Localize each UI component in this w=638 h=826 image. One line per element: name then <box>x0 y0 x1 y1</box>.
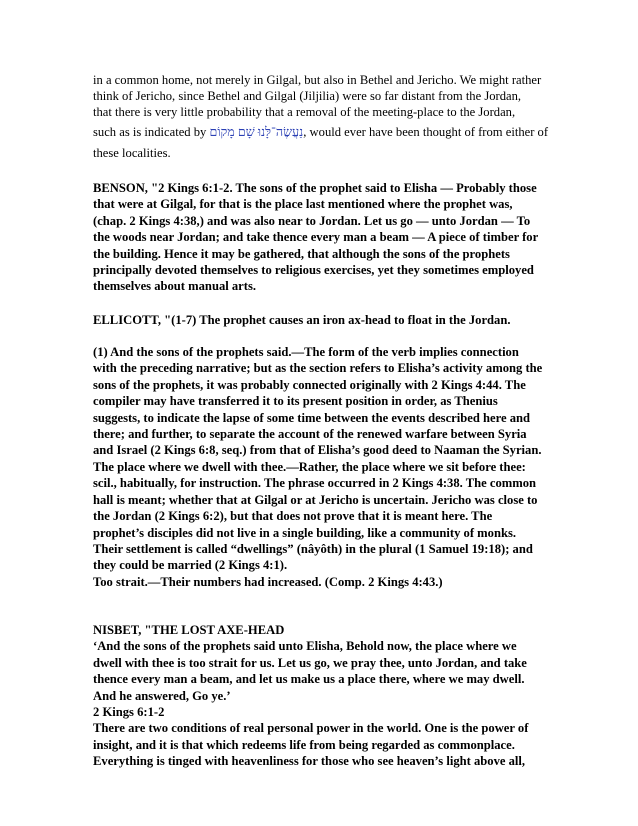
text-line: insight, and it is that which redeems life from being regarded as commonplace. <box>93 737 515 752</box>
text-line: Their settlement is called “dwellings” (nâyôth) in the plural (1 Samuel 19:18); and <box>93 542 533 557</box>
text-line: the building. Hence it may be gathered, that although the sons of the prophets <box>93 246 510 261</box>
section-heading: NISBET, "THE LOST AXE-HEAD <box>93 623 285 637</box>
benson-commentary <box>93 180 548 295</box>
hebrew-phrase: נַעֲשֶׂה־לָּנוּ שָׁם מָקוֹם <box>209 125 304 139</box>
text-line-with-hebrew <box>93 124 548 140</box>
text-line: thence every man a beam, and let us make us a place there, where we may dwell. <box>93 672 525 687</box>
text-line: think of Jericho, since Bethel and Gilgal (Jiljilia) were so far distant from the Jordan, <box>93 89 522 103</box>
section-heading: ELLICOTT, "(1-7) The prophet causes an iron ax-head to float in the Jordan. <box>93 313 511 327</box>
text-line: themselves about manual arts. <box>93 279 257 294</box>
text-line: there; and further, to separate the account of the renewed warfare between Syria <box>93 427 527 442</box>
text-line: The place where we dwell with thee.—Rather, the place where we sit before thee: <box>93 460 526 474</box>
text-line: Everything is tinged with heavenliness for those who see heaven’s light above all, <box>93 754 526 769</box>
text-line: with the preceding narrative; but as the section refers to Elisha’s activity among the <box>93 361 543 376</box>
text-line: scil., habitually, for instruction. The phrase occurred in 2 Kings 4:38. The common <box>93 476 537 491</box>
text-line: hall is meant; whether that at Gilgal or at Jericho is uncertain. Jericho was close to <box>93 492 538 507</box>
text-line: (1) And the sons of the prophets said.—The form of the verb implies connection <box>93 345 519 359</box>
ellicott-heading <box>93 312 548 328</box>
text-line: prophet’s disciples did not live in a single building, like a community of monks. <box>93 525 517 540</box>
nisbet-commentary <box>93 622 548 770</box>
text-line: There are two conditions of real personal power in the world. One is the power of <box>93 721 529 736</box>
text-line: these localities. <box>93 146 171 160</box>
text-line: the Jordan (2 Kings 6:2), but that does not prove that it is meant here. The <box>93 509 493 524</box>
text-fragment: such as is indicated by <box>93 125 210 139</box>
text-line: principally devoted themselves to religious exercises, yet they sometimes employed <box>93 263 534 278</box>
text-line: Too strait.—Their numbers had increased. (Comp. 2 Kings 4:43.) <box>93 575 443 589</box>
text-fragment: , would ever have been thought of from either of <box>303 125 549 139</box>
text-line: (chap. 2 Kings 4:38,) and was also near to Jordan. Let us go — unto Jordan — To <box>93 213 531 228</box>
ellicott-paragraph-1 <box>93 344 548 459</box>
text-line: they could be married (2 Kings 4:1). <box>93 558 288 573</box>
text-line: that there is very little probability that a removal of the meeting-place to the Jordan, <box>93 105 516 119</box>
text-line: the woods near Jordan; and take thence every man a beam — A piece of timber for <box>93 230 539 245</box>
text-line: in a common home, not merely in Gilgal, but also in Bethel and Jericho. We might rather <box>93 73 542 87</box>
text-line: that were at Gilgal, for that is the place last mentioned where the prophet was, <box>93 197 513 212</box>
text-line: dwell with thee is too strait for us. Let us go, we pray thee, unto Jordan, and take <box>93 655 527 670</box>
text-line: sons of the prophets, it was probably connected originally with 2 Kings 4:44. The <box>93 377 526 392</box>
scripture-reference: 2 Kings 6:1-2 <box>93 705 165 720</box>
ellicott-paragraph-2 <box>93 459 548 574</box>
text-line: BENSON, "2 Kings 6:1-2. The sons of the prophet said to Elisha — Probably those <box>93 181 537 195</box>
text-line: and Israel (2 Kings 6:8, seq.) from that of Elisha’s good deed to Naaman the Syrian. <box>93 443 542 458</box>
ellicott-paragraph-3 <box>93 574 548 590</box>
text-line: ‘And the sons of the prophets said unto Elisha, Behold now, the place where we <box>93 639 517 654</box>
text-line: And he answered, Go ye.’ <box>93 688 231 703</box>
text-line: compiler may have transferred it to its present position in order, as Thenius <box>93 394 498 409</box>
text-line: suggests, to indicate the lapse of some time between the events described here and <box>93 410 530 425</box>
intro-paragraph <box>93 72 548 161</box>
